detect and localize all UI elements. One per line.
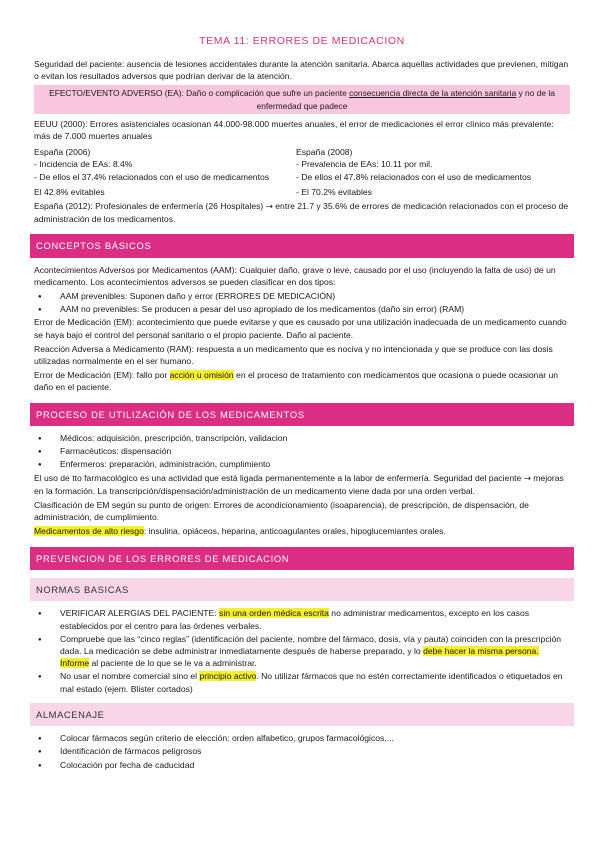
eeuu-paragraph: EEUU (2000): Errores asistenciales ocasionan 44.000-98.000 muertes anuales, el error de medicaciones el error clínico más prevalente: más de 7.000 muertes anuales [34, 118, 554, 141]
normas-b1-text-a: VERIFICAR ALERGIAS DEL PACIENTE: [60, 608, 220, 619]
ea-text-b: y no de la enfermedad que padece [256, 88, 555, 111]
normas-list [34, 607, 570, 694]
clasificacion-paragraph: Clasificación de EM según su punto de origen: Errores de acondicionamiento (isoaparencia), de prescripción, de dispensación, de administración, de cumplimiento. [34, 500, 529, 523]
proceso-list [34, 432, 570, 471]
arrow-icon: → [265, 201, 273, 212]
list-item: ● Enfermeros: preparación, administración, cumplimiento [34, 458, 570, 470]
spain-stats [34, 146, 570, 198]
aam-list [34, 290, 570, 315]
list-item: ● Farmacéuticos: dispensación [34, 445, 570, 457]
normas-b2-highlight: debe hacer la misma persona. Informe [60, 645, 539, 669]
em2-highlight: acción u omisión [169, 370, 234, 381]
spain-2008-line1: - Prevalencia de EAs: 10.11 por mil. [296, 159, 433, 170]
spain-2008-line2: - De ellos el 47.8% relacionados con el uso de medicamentos [296, 171, 532, 182]
spain-2006-line3: El 42.8% evitables [34, 186, 105, 197]
alto-riesgo-highlight: Medicamentos de alto riesgo [34, 526, 144, 537]
ea-text-underlined: consecuencia directa de la atención sanitaria [349, 88, 517, 99]
seguridad-paragraph [34, 58, 570, 82]
normas-b2-text-b: al paciente de lo que se le va a administrar. [89, 658, 257, 669]
spain-2012-text-a: España (2012): Profesionales de enfermería (26 Hospitales) [34, 200, 266, 211]
spain-2006-heading: España (2006) [34, 147, 91, 158]
list-item: ● Médicos: adquisición, prescripción, transcripción, validacion [34, 432, 570, 444]
list-item: ● Identificación de fármacos peligrosos [34, 745, 570, 757]
alto-riesgo-text: : insulina, opiáceos, heparina, anticoagulantes orales, hipoglucemiantes orales. [143, 526, 446, 537]
section-header-prevencion: PREVENCION DE LOS ERRORES DE MEDICACION [30, 547, 574, 570]
list-item [34, 633, 570, 670]
page-title: TEMA 11: ERRORES DE MEDICACION [199, 35, 405, 47]
normas-b3-text-b: . No utilizar fármacos que no estén correctamente identificados o etiquetados en mal estado (ejem. Blister cortados) [60, 671, 563, 694]
arrow-icon: → [523, 473, 531, 484]
ea-text-a: EFECTO/EVENTO ADVERSO (EA): Daño o complicación que sufre un paciente [49, 88, 350, 99]
normas-b3-highlight: principio activo [199, 671, 257, 682]
list-item: ● Colocar fármacos según criterio de elección: orden alfabetico, grupos farmacológicos,... [34, 732, 570, 744]
spain-2008-heading: España (2008) [296, 147, 353, 158]
spain-2012-text-b: entre 21.7 y 35.6% de errores de medicación relacionados con el proceso de administración de los medicamentos. [34, 200, 569, 225]
subsection-header-almacenaje: ALMACENAJE [30, 703, 574, 726]
list-item: ● AAM prevenibles: Suponen daño y error (ERRORES DE MEDICACIÓN) [34, 290, 570, 302]
em2-paragraph [34, 369, 570, 393]
list-item: ● Colocación por fecha de caducidad [34, 759, 570, 771]
uso-paragraph [34, 472, 570, 497]
em-paragraph: Error de Medicación (EM): acontecimiento que puede evitarse y que es causado por una utilización inadecuada de un medicamento cuando se haya bajo el control del personal sanitario o el propio paciente. Daño al paciente. [34, 317, 567, 340]
section-header-conceptos: CONCEPTOS BÁSICOS [30, 234, 574, 257]
subsection-header-normas: NORMAS BASICAS [30, 578, 574, 601]
list-item [34, 607, 570, 631]
spain-2006-line2: - De ellos el 37.4% relacionados con el uso de medicamentos [34, 171, 270, 182]
adverse-event-box [34, 85, 570, 113]
list-item: ● AAM no prevenibles: Se producen a pesar del uso apropiado de los medicamentos (daño sin error) (RAM) [34, 303, 570, 315]
list-item [34, 670, 570, 694]
spain-2008-column [296, 146, 558, 198]
normas-b1-highlight: sin una orden médica escrita [219, 608, 329, 619]
em2-text-b: en el proceso de tratamiento con medicamentos que ocasiona o puede ocasionar un daño en el paciente. [34, 370, 559, 393]
seguridad-text: Seguridad del paciente: ausencia de lesiones accidentales durante la atención sanitaria. Abarca aquellas actividades que previenen, mitigan o evitan los resultados adversos que podrían derivar de la atención. [34, 58, 569, 82]
uso-text-b: mejoras en la formación. La transcripción/dispensación/administración de un medicamento viene dada por una orden verbal. [34, 472, 564, 496]
uso-text-a: El uso de tto farmacológico es una actividad que está ligada permanentemente a la labor de enfermería. Seguridad del paciente [34, 472, 524, 483]
spain-2006-column [34, 146, 296, 198]
spain-2008-line3: - El 70.2% evitables [296, 186, 372, 197]
normas-b1-text-b: no administrar medicamentos, excepto en los casos establecidos por el centro para las órdenes verbales. [60, 608, 530, 631]
spain-2006-line1: - Incidencia de EAs: 8.4% [34, 159, 133, 170]
alto-riesgo-paragraph [34, 525, 570, 537]
ram-paragraph: Reacción Adversa a Medicamento (RAM): respuesta a un medicamento que es nociva y no intencionada y que se produce con las dosis utilizadas normalmente en el ser humano. [34, 343, 553, 367]
almacenaje-list [34, 732, 570, 771]
normas-b2-text-a: Compruebe que las “cinco reglas” (identificación del paciente, nombre del fármaco, dosis, vía y pauta) coinciden con la prescripción dada. La medicación se debe administrar inmediatamente después de haberse preparado, y lo [60, 633, 562, 656]
spain-2012-paragraph [34, 200, 570, 225]
section-header-proceso: PROCESO DE UTILIZACIÓN DE LOS MEDICAMENTOS [30, 403, 574, 426]
em2-text-a: Error de Medicación (EM): fallo por [34, 370, 170, 381]
aam-paragraph: Acontecimientos Adversos por Medicamentos (AAM): Cualquier daño, grave o leve, causado por el uso (incluyendo la falta de uso) de un medicamento. Los acontecimientos adversos se pueden clasificar en dos tipos: [34, 264, 556, 287]
normas-b3-text-a: No usar el nombre comercial sino el [60, 671, 200, 682]
